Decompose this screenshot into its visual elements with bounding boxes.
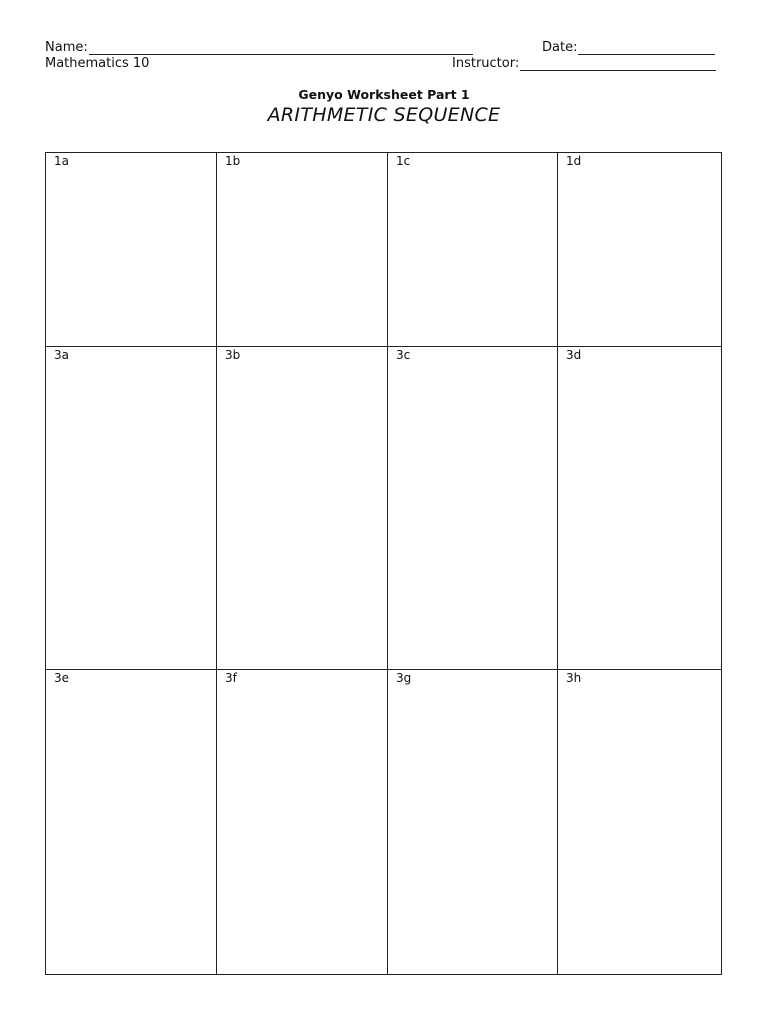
answer-cell[interactable] (46, 153, 217, 347)
date-field[interactable] (542, 40, 715, 55)
name-label: Name: (45, 40, 88, 55)
answer-cell[interactable] (388, 670, 558, 974)
answer-cell[interactable] (217, 670, 388, 974)
answer-cell[interactable] (558, 670, 721, 974)
answer-grid (45, 152, 722, 975)
instructor-blank-line[interactable] (520, 58, 716, 71)
answer-cell[interactable] (217, 153, 388, 347)
name-blank-line[interactable] (89, 42, 473, 55)
answer-cell[interactable] (558, 347, 721, 670)
cell-label: 3g (396, 671, 412, 685)
date-label: Date: (542, 40, 578, 55)
cell-label: 1d (566, 154, 582, 168)
instructor-field[interactable] (452, 56, 716, 71)
answer-cell[interactable] (217, 347, 388, 670)
worksheet-title: ARITHMETIC SEQUENCE (267, 104, 501, 126)
instructor-label: Instructor: (452, 56, 520, 71)
cell-label: 1a (54, 154, 69, 168)
cell-label: 3e (54, 671, 70, 685)
cell-label: 1c (396, 154, 411, 168)
course-label: Mathematics 10 (45, 56, 150, 71)
answer-cell[interactable] (388, 153, 558, 347)
answer-cell[interactable] (558, 153, 721, 347)
cell-label: 3c (396, 348, 411, 362)
cell-label: 3f (225, 671, 237, 685)
worksheet-subtitle: Genyo Worksheet Part 1 (298, 87, 470, 102)
date-blank-line[interactable] (578, 42, 715, 55)
cell-label: 3b (225, 348, 241, 362)
answer-cell[interactable] (388, 347, 558, 670)
answer-cell[interactable] (46, 670, 217, 974)
cell-label: 3h (566, 671, 582, 685)
cell-label: 1b (225, 154, 241, 168)
name-field[interactable] (45, 40, 473, 55)
cell-label: 3d (566, 348, 582, 362)
answer-cell[interactable] (46, 347, 217, 670)
cell-label: 3a (54, 348, 69, 362)
